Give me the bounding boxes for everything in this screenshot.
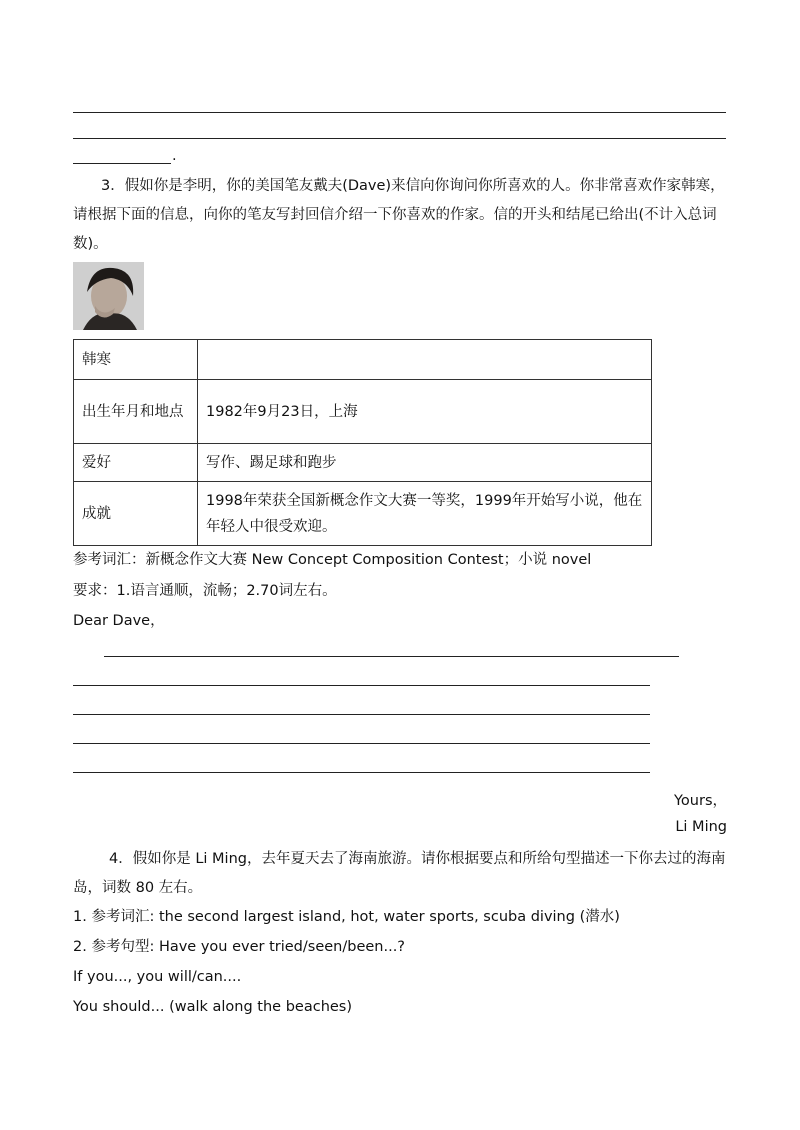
writing-line bbox=[73, 772, 650, 773]
writing-line bbox=[104, 656, 679, 657]
table-cell-key: 韩寒 bbox=[74, 340, 198, 380]
q4-item: You should... (walk along the beaches) bbox=[73, 999, 353, 1015]
q4-item: 2. 参考句型: Have you ever tried/seen/been...? bbox=[73, 939, 405, 955]
table-cell-value bbox=[198, 340, 652, 380]
table-cell-key: 出生年月和地点 bbox=[74, 380, 198, 444]
author-photo bbox=[73, 262, 144, 330]
answer-line bbox=[73, 112, 726, 113]
q4-item: If you..., you will/can.... bbox=[73, 969, 242, 985]
table-row bbox=[74, 482, 652, 546]
q4-item: 1. 参考词汇: the second largest island, hot, water sports, scuba diving (潜水) bbox=[73, 909, 620, 925]
table-row bbox=[74, 380, 652, 444]
table-row bbox=[74, 444, 652, 482]
info-table bbox=[73, 339, 652, 546]
table-cell-value: 写作、踢足球和跑步 bbox=[198, 444, 652, 482]
table-cell-key: 成就 bbox=[74, 482, 198, 546]
answer-line bbox=[73, 138, 726, 139]
q3-signature: Li Ming bbox=[675, 819, 727, 835]
table-row bbox=[74, 340, 652, 380]
answer-line bbox=[73, 163, 171, 164]
table-cell-value: 1982年9月23日，上海 bbox=[198, 380, 652, 444]
writing-line bbox=[73, 743, 650, 744]
table-cell-key: 爱好 bbox=[74, 444, 198, 482]
q3-salutation: Dear Dave， bbox=[73, 613, 165, 629]
q3-vocab: 参考词汇：新概念作文大赛 New Concept Composition Contest；小说 novel bbox=[73, 552, 592, 568]
q3-prompt: 3．假如你是李明，你的美国笔友戴夫(Dave)来信向你询问你所喜欢的人。你非常喜欢作家韩寒，请根据下面的信息，向你的笔友写封回信介绍一下你喜欢的作家。信的开头和结尾已给出(不计入总词数)。 bbox=[73, 178, 725, 252]
table-cell-value: 1998年荣获全国新概念作文大赛一等奖，1999年开始写小说，他在年轻人中很受欢迎。 bbox=[198, 482, 652, 546]
writing-line bbox=[73, 714, 650, 715]
period: . bbox=[172, 148, 177, 164]
q3-requirement: 要求：1.语言通顺，流畅；2.70词左右。 bbox=[73, 583, 337, 599]
writing-line bbox=[73, 685, 650, 686]
q3-closing: Yours， bbox=[673, 793, 727, 809]
q4-prompt: 4．假如你是 Li Ming，去年夏天去了海南旅游。请你根据要点和所给句型描述一下你去过的海南岛，词数 80 左右。 bbox=[73, 851, 726, 896]
